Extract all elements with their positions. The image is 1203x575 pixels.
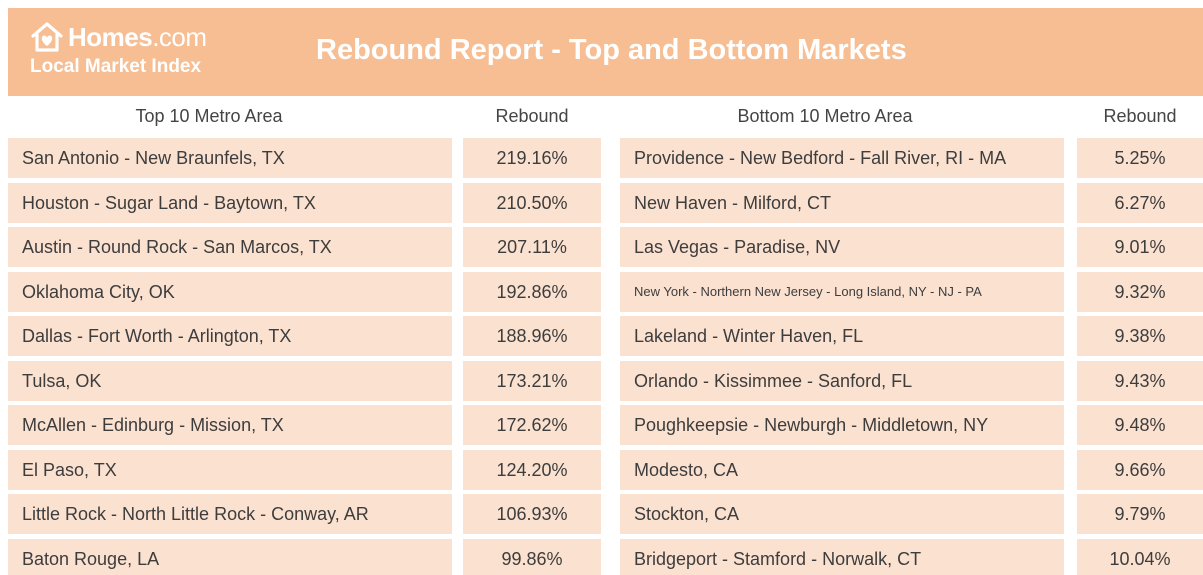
bottom-rebound-cell: 9.66% bbox=[1077, 450, 1203, 490]
top-rebound-cell: 172.62% bbox=[463, 405, 601, 445]
brand-name: Homes.com bbox=[68, 21, 207, 52]
top-metro-area-cell: Little Rock - North Little Rock - Conway, AR bbox=[8, 494, 452, 534]
top-rebound-cell: 188.96% bbox=[463, 316, 601, 356]
top-metro-area-cell: Oklahoma City, OK bbox=[8, 272, 452, 312]
top-metro-area-cell: Austin - Round Rock - San Marcos, TX bbox=[8, 227, 452, 267]
column-header-bottom-area: Bottom 10 Metro Area bbox=[737, 106, 913, 126]
homes-com-logo bbox=[30, 20, 260, 90]
bottom-metro-area-cell: Providence - New Bedford - Fall River, RI - MA bbox=[620, 138, 1064, 178]
bottom-metro-area-cell: Lakeland - Winter Haven, FL bbox=[620, 316, 1064, 356]
top-rebound-cell: 207.11% bbox=[463, 227, 601, 267]
bottom-rebound-cell: 9.32% bbox=[1077, 272, 1203, 312]
house-heart-icon bbox=[30, 20, 64, 54]
bottom-rebound-cell: 9.38% bbox=[1077, 316, 1203, 356]
top-metro-area-cell: El Paso, TX bbox=[8, 450, 452, 490]
top-metro-area-cell: Tulsa, OK bbox=[8, 361, 452, 401]
top-rebound-cell: 210.50% bbox=[463, 183, 601, 223]
bottom-rebound-cell: 9.01% bbox=[1077, 227, 1203, 267]
top-metro-area-cell: Baton Rouge, LA bbox=[8, 539, 452, 575]
brand-subtitle: Local Market Index bbox=[30, 56, 202, 77]
report-header bbox=[8, 8, 1203, 96]
column-header-bottom-rebound: Rebound bbox=[1103, 106, 1177, 126]
top-metro-area-cell: Dallas - Fort Worth - Arlington, TX bbox=[8, 316, 452, 356]
column-header-top-rebound: Rebound bbox=[495, 106, 569, 126]
bottom-rebound-cell: 5.25% bbox=[1077, 138, 1203, 178]
column-header-top-area: Top 10 Metro Area bbox=[135, 106, 283, 126]
bottom-rebound-cell: 6.27% bbox=[1077, 183, 1203, 223]
top-rebound-cell: 99.86% bbox=[463, 539, 601, 575]
top-rebound-cell: 106.93% bbox=[463, 494, 601, 534]
bottom-metro-area-cell: Bridgeport - Stamford - Norwalk, CT bbox=[620, 539, 1064, 575]
bottom-rebound-cell: 10.04% bbox=[1077, 539, 1203, 575]
bottom-metro-area-cell: Modesto, CA bbox=[620, 450, 1064, 490]
bottom-metro-area-cell: Poughkeepsie - Newburgh - Middletown, NY bbox=[620, 405, 1064, 445]
top-metro-area-cell: McAllen - Edinburg - Mission, TX bbox=[8, 405, 452, 445]
top-rebound-cell: 219.16% bbox=[463, 138, 601, 178]
bottom-metro-area-cell: Orlando - Kissimmee - Sanford, FL bbox=[620, 361, 1064, 401]
bottom-rebound-cell: 9.43% bbox=[1077, 361, 1203, 401]
top-metro-area-cell: Houston - Sugar Land - Baytown, TX bbox=[8, 183, 452, 223]
top-rebound-cell: 173.21% bbox=[463, 361, 601, 401]
bottom-rebound-cell: 9.48% bbox=[1077, 405, 1203, 445]
page-title: Rebound Report - Top and Bottom Markets bbox=[316, 34, 907, 66]
top-rebound-cell: 124.20% bbox=[463, 450, 601, 490]
bottom-metro-area-cell: New Haven - Milford, CT bbox=[620, 183, 1064, 223]
top-rebound-cell: 192.86% bbox=[463, 272, 601, 312]
bottom-metro-area-cell: New York - Northern New Jersey - Long Island, NY - NJ - PA bbox=[620, 272, 1064, 312]
bottom-metro-area-cell: Stockton, CA bbox=[620, 494, 1064, 534]
bottom-rebound-cell: 9.79% bbox=[1077, 494, 1203, 534]
bottom-metro-area-cell: Las Vegas - Paradise, NV bbox=[620, 227, 1064, 267]
top-metro-area-cell: San Antonio - New Braunfels, TX bbox=[8, 138, 452, 178]
